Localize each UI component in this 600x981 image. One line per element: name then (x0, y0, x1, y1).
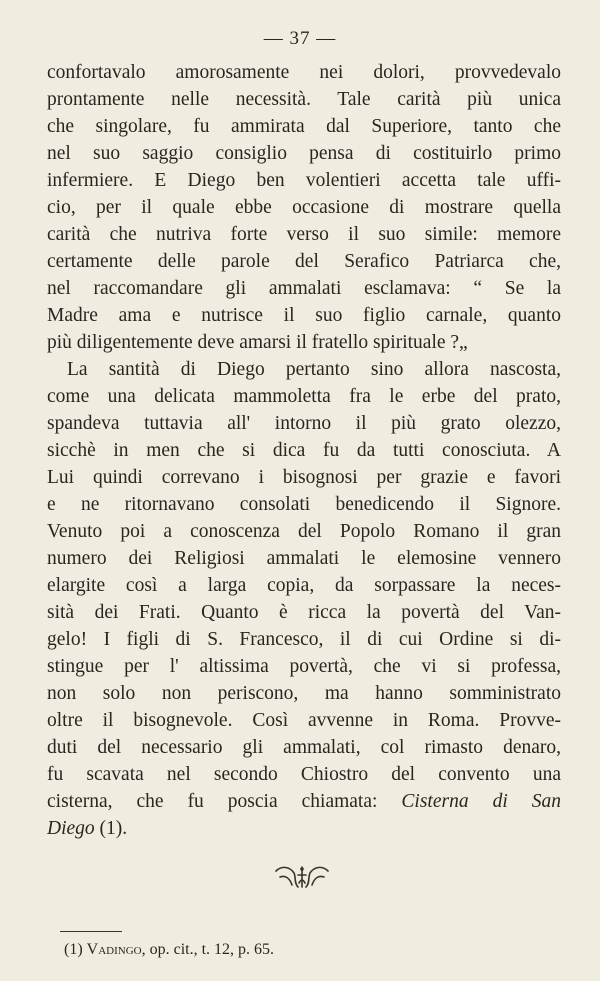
footnote-author: Vadingo (86, 941, 142, 958)
text-line: Lui quindi correvano i bisognosi per grazie e favori (47, 467, 561, 488)
text-line: prontamente nelle necessità. Tale carità più unica (47, 89, 561, 110)
text-line: stingue per l' altissima povertà, che vi si professa, (47, 656, 561, 677)
text-line: certamente delle parole del Serafico Patriarca che, (47, 251, 561, 272)
italic-title: Cisterna di San (401, 791, 562, 812)
text-line: nel suo saggio consiglio pensa di costituirlo primo (47, 143, 561, 164)
text-line: nel raccomandare gli ammalati esclamava: “ Se la (47, 278, 561, 299)
text-line: confortavalo amorosamente nei dolori, provvedevalo (47, 62, 561, 83)
text-line: fu scavata nel secondo Chiostro del convento una (47, 764, 561, 785)
text-line: duti del necessario gli ammalati, col rimasto denaro, (47, 737, 561, 758)
text-line: non solo non periscono, ma hanno somministrato (47, 683, 561, 704)
footnote (64, 941, 274, 959)
text-line: infermiere. E Diego ben volentieri accetta tale uffi- (47, 170, 561, 191)
text-line: Madre ama e nutrisce il suo figlio carnale, quanto (47, 305, 561, 326)
text-line: sicchè in men che si dica fu da tutti conosciuta. A (47, 440, 561, 461)
text-line: che singolare, fu ammirata dal Superiore, tanto che (47, 116, 561, 137)
text-line: La santità di Diego pertanto sino allora nascosta, (67, 359, 561, 380)
body-text (47, 59, 561, 842)
italic-title: Diego (47, 818, 95, 839)
text-segment: cisterna, che fu poscia chiamata: (47, 791, 402, 812)
footnote-reference: (1). (94, 818, 128, 839)
text-line: cio, per il quale ebbe occasione di mostrare quella (47, 197, 561, 218)
text-line: più diligentemente deve amarsi il fratello spirituale ?„ (47, 332, 468, 353)
text-line: spandeva tuttavia all' intorno il più grato olezzo, (47, 413, 561, 434)
text-line: come una delicata mammoletta fra le erbe del prato, (47, 386, 561, 407)
text-line (47, 788, 561, 815)
text-line: e ne ritornavano consolati benedicendo il Signore. (47, 494, 561, 515)
page-number: — 37 — (263, 28, 337, 49)
footnote-marker: (1) (64, 941, 83, 958)
text-line: numero dei Religiosi ammalati le elemosine vennero (47, 548, 561, 569)
text-line: elargite così a larga copia, da sorpassare la neces- (47, 575, 561, 596)
text-line: sità dei Frati. Quanto è ricca la povertà del Van- (47, 602, 561, 623)
footnote-divider (60, 931, 122, 932)
text-line: Venuto poi a conoscenza del Popolo Romano il gran (47, 521, 561, 542)
text-line (47, 815, 561, 842)
ornament-icon (272, 863, 332, 891)
text-line: oltre il bisognevole. Così avvenne in Roma. Provve- (47, 710, 561, 731)
footnote-citation: , op. cit., t. 12, p. 65. (141, 941, 275, 958)
text-line: gelo! I figli di S. Francesco, il di cui Ordine si di- (47, 629, 561, 650)
text-line: carità che nutriva forte verso il suo simile: memore (47, 224, 561, 245)
